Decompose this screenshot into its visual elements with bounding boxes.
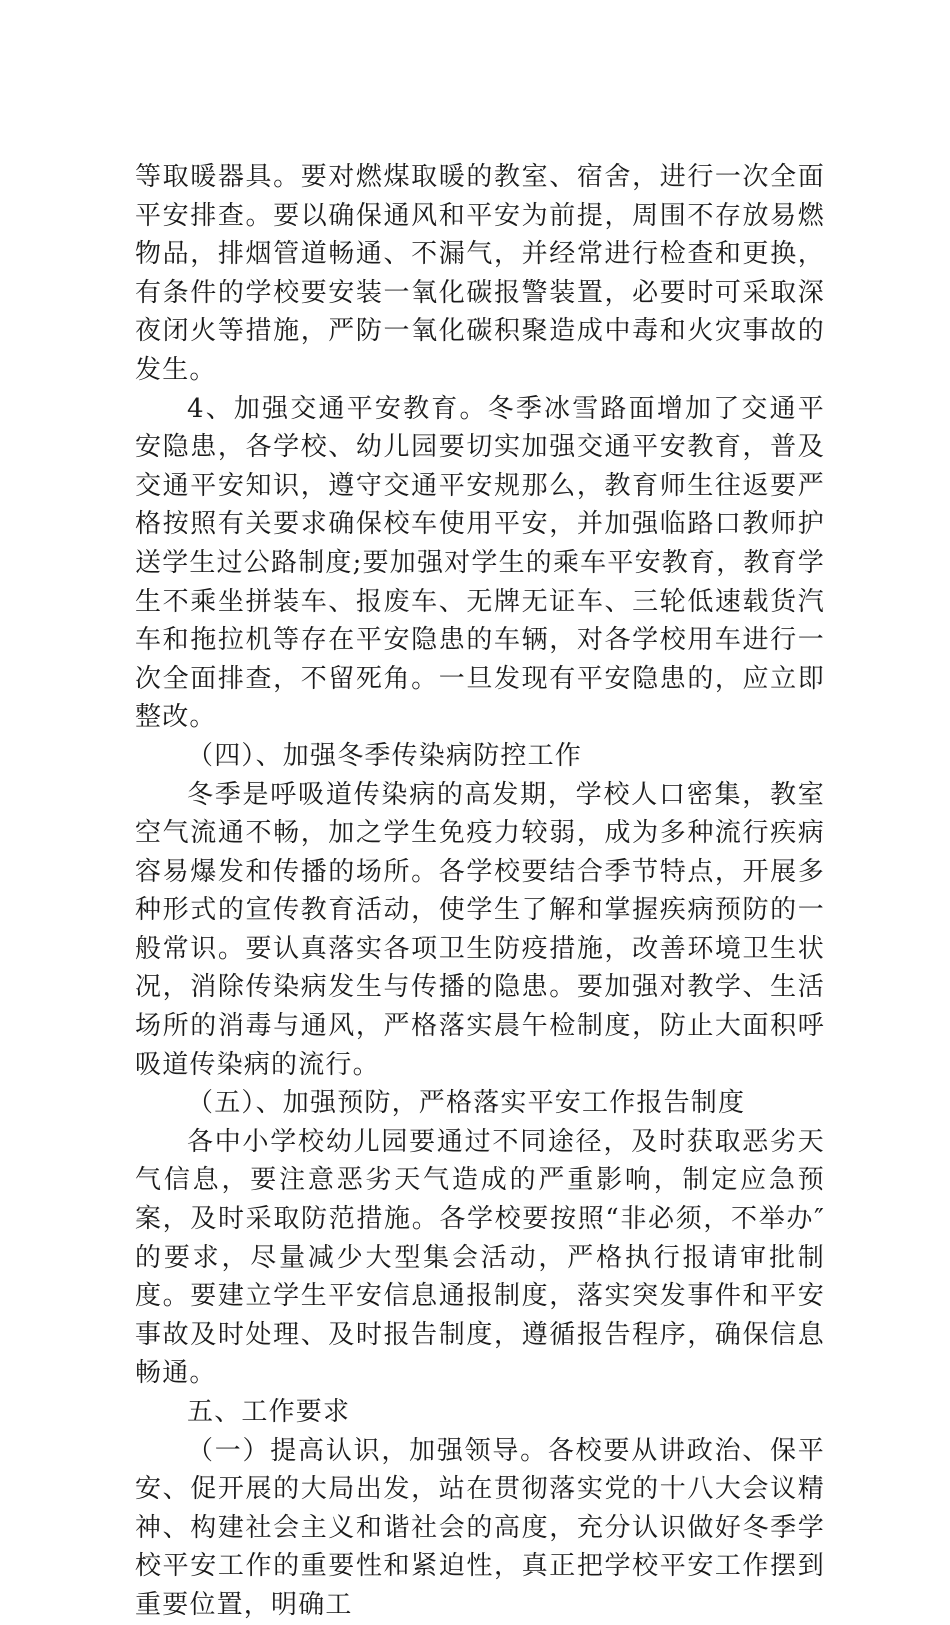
- paragraph-heating-safety: 等取暖器具。要对燃煤取暖的教室、宿舍，进行一次全面平安排查。要以确保通风和平安为前提，周围不存放易燃物品，排烟管道畅通、不漏气，并经常进行检查和更换，有条件的学校要安装一氧化碳报警装置，必要时可采取深夜闭火等措施，严防一氧化碳积聚造成中毒和火灾事故的发生。: [135, 162, 825, 385]
- paragraph-awareness-leadership: （一）提高认识，加强领导。各校要从讲政治、保平安、促开展的大局出发，站在贯彻落实党的十八大会议精神、构建社会主义和谐社会的高度，充分认识做好冬季学校平安工作的重要性和紧迫性，真正把学校平安工作摆到重要位置，明确工: [135, 1435, 825, 1620]
- paragraph-reporting: 各中小学校幼儿园要通过不同途径，及时获取恶劣天气信息，要注意恶劣天气造成的严重影响，制定应急预案，及时采取防范措施。各学校要按照“非必须，不举办″的要求，尽量减少大型集会活动，严格执行报请审批制度。要建立学生平安信息通报制度，落实突发事件和平安事故及时处理、及时报告制度，遵循报告程序，确保信息畅通。: [135, 1126, 825, 1389]
- document-body: [135, 158, 825, 1625]
- section-heading-reporting: （五）、加强预防，严格落实平安工作报告制度: [187, 1088, 746, 1119]
- section-heading-work-requirements: 五、工作要求: [187, 1397, 351, 1427]
- paragraph-traffic-safety: 4、加强交通平安教育。冬季冰雪路面增加了交通平安隐患，各学校、幼儿园要切实加强交通平安教育，普及交通平安知识，遵守交通平安规那么，教育师生往返要严格按照有关要求确保校车使用平安，并加强临路口教师护送学生过公路制度;要加强对学生的乘车平安教育，教育学生不乘坐拼装车、报废车、无牌无证车、三轮低速载货汽车和拖拉机等存在平安隐患的车辆，对各学校用车进行一次全面排查，不留死角。一旦发现有平安隐患的，应立即整改。: [135, 393, 825, 733]
- section-heading-disease-control: （四）、加强冬季传染病防控工作: [187, 740, 583, 771]
- paragraph-disease-control: 冬季是呼吸道传染病的高发期，学校人口密集，教室空气流通不畅，加之学生免疫力较弱，成为多种流行疾病容易爆发和传播的场所。各学校要结合季节特点，开展多种形式的宣传教育活动，使学生了解和掌握疾病预防的一般常识。要认真落实各项卫生防疫措施，改善环境卫生状况，消除传染病发生与传播的隐患。要加强对教学、生活场所的消毒与通风，严格落实晨午检制度，防止大面积呼吸道传染病的流行。: [135, 779, 825, 1080]
